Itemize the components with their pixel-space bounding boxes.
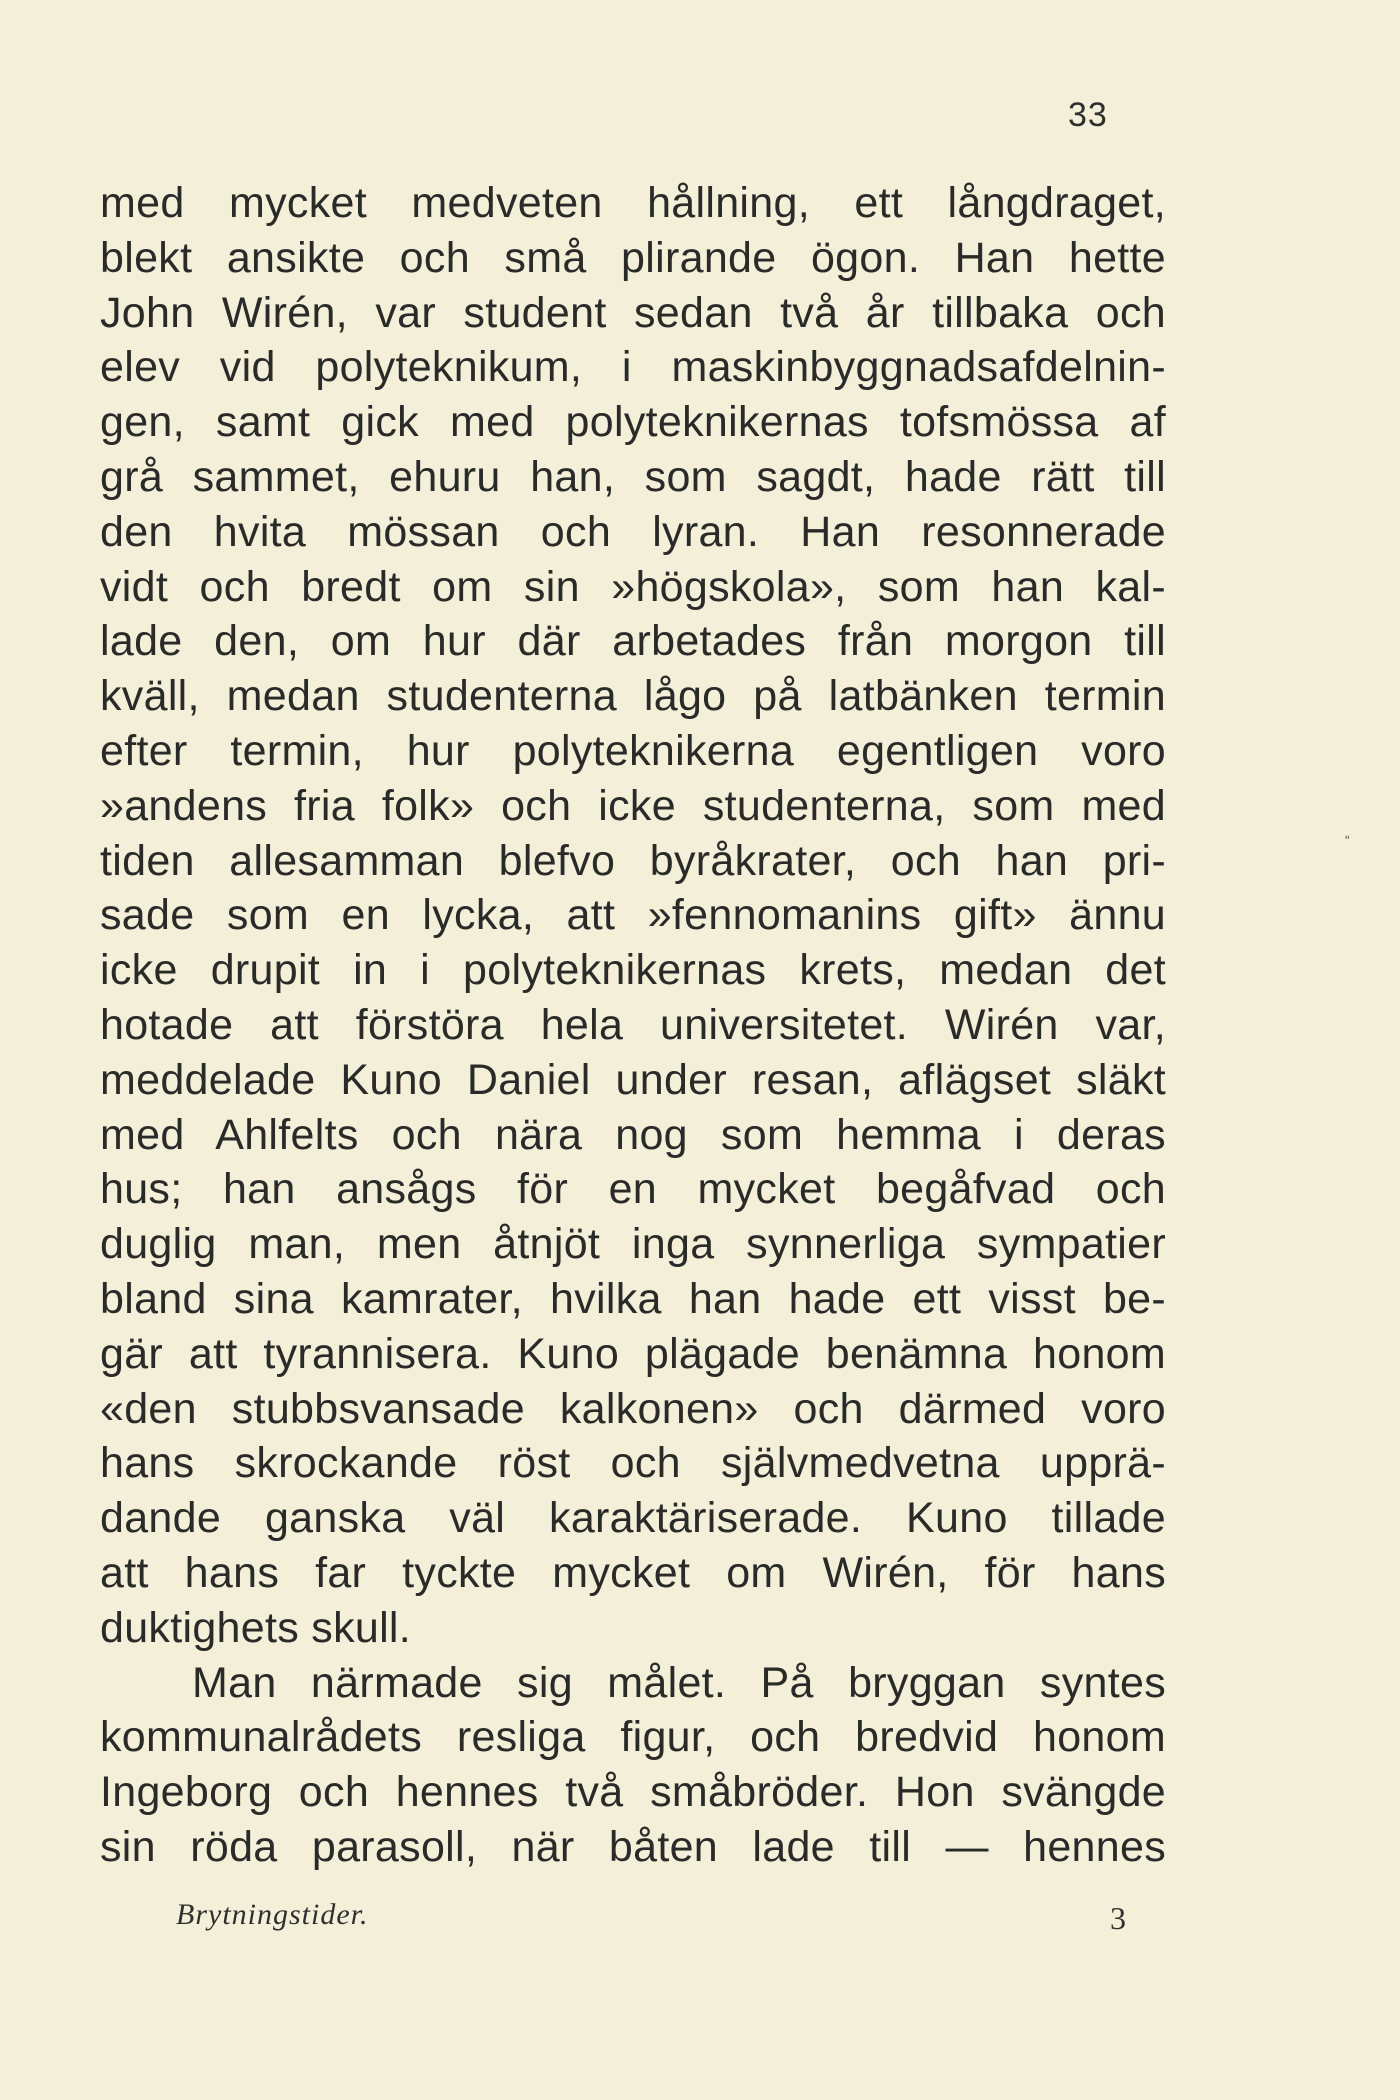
text-line: den hvita mössan och lyran. Han resonnerade (100, 507, 1166, 556)
text-line: «den stubbsvansade kalkonen» och därmed voro (100, 1384, 1166, 1433)
text-line: sin röda parasoll, när båten lade till — hennes (100, 1822, 1166, 1871)
page-footer (176, 1898, 1126, 1948)
page-number: 33 (1068, 96, 1108, 134)
text-line: sade som en lycka, att »fennomanins gift» ännu (100, 891, 1166, 940)
text-line: vidt och bredt om sin »högskola», som han kal- (100, 562, 1166, 611)
signature-mark: Brytningstider. (176, 1898, 369, 1931)
text-line: John Wirén, var student sedan två år tillbaka och (100, 288, 1166, 337)
text-line: grå sammet, ehuru han, som sagdt, hade rätt till (100, 452, 1166, 501)
text-line: meddelade Kuno Daniel under resan, aflägset släkt (100, 1055, 1166, 1104)
text-line: hotade att förstöra hela universitetet. Wirén var, (100, 1000, 1166, 1049)
text-line: duktighets skull. (100, 1603, 412, 1652)
text-line: icke drupit in i polyteknikernas krets, medan det (100, 946, 1166, 995)
signature-number: 3 (1110, 1900, 1126, 1936)
text-line: Man närmade sig målet. På bryggan syntes (192, 1658, 1166, 1707)
text-line: duglig man, men åtnjöt inga synnerliga sympatier (100, 1220, 1166, 1269)
text-line: blekt ansikte och små plirande ögon. Han hette (100, 233, 1166, 282)
body-text (100, 176, 1166, 1875)
text-line: hans skrockande röst och självmedvetna upprä- (100, 1439, 1166, 1488)
text-line: bland sina kamrater, hvilka han hade ett visst be- (100, 1274, 1166, 1323)
text-line: att hans far tyckte mycket om Wirén, för hans (100, 1548, 1166, 1597)
text-line: med mycket medveten hållning, ett långdraget, (100, 179, 1166, 227)
text-line: hus; han ansågs för en mycket begåfvad och (100, 1165, 1166, 1214)
stray-mark: “ (1345, 832, 1350, 848)
text-line: lade den, om hur där arbetades från morgon till (100, 617, 1166, 666)
text-line: tiden allesamman blefvo byråkrater, och han pri- (100, 836, 1166, 885)
text-line: med Ahlfelts och nära nog som hemma i deras (100, 1110, 1166, 1159)
text-line: »andens fria folk» och icke studenterna, som med (100, 781, 1166, 830)
text-line: kommunalrådets resliga figur, och bredvid honom (100, 1713, 1166, 1762)
text-line: gen, samt gick med polyteknikernas tofsmössa af (100, 398, 1166, 447)
text-line: kväll, medan studenterna lågo på latbänken termin (100, 672, 1166, 721)
text-line: efter termin, hur polyteknikerna egentligen voro (100, 726, 1166, 775)
text-line: elev vid polyteknikum, i maskinbyggnadsafdelnin- (100, 343, 1166, 392)
text-line: gär att tyrannisera. Kuno plägade benämna honom (100, 1329, 1166, 1378)
text-line: dande ganska väl karaktäriserade. Kuno tillade (100, 1494, 1166, 1543)
text-line: Ingeborg och hennes två småbröder. Hon svängde (100, 1768, 1166, 1817)
